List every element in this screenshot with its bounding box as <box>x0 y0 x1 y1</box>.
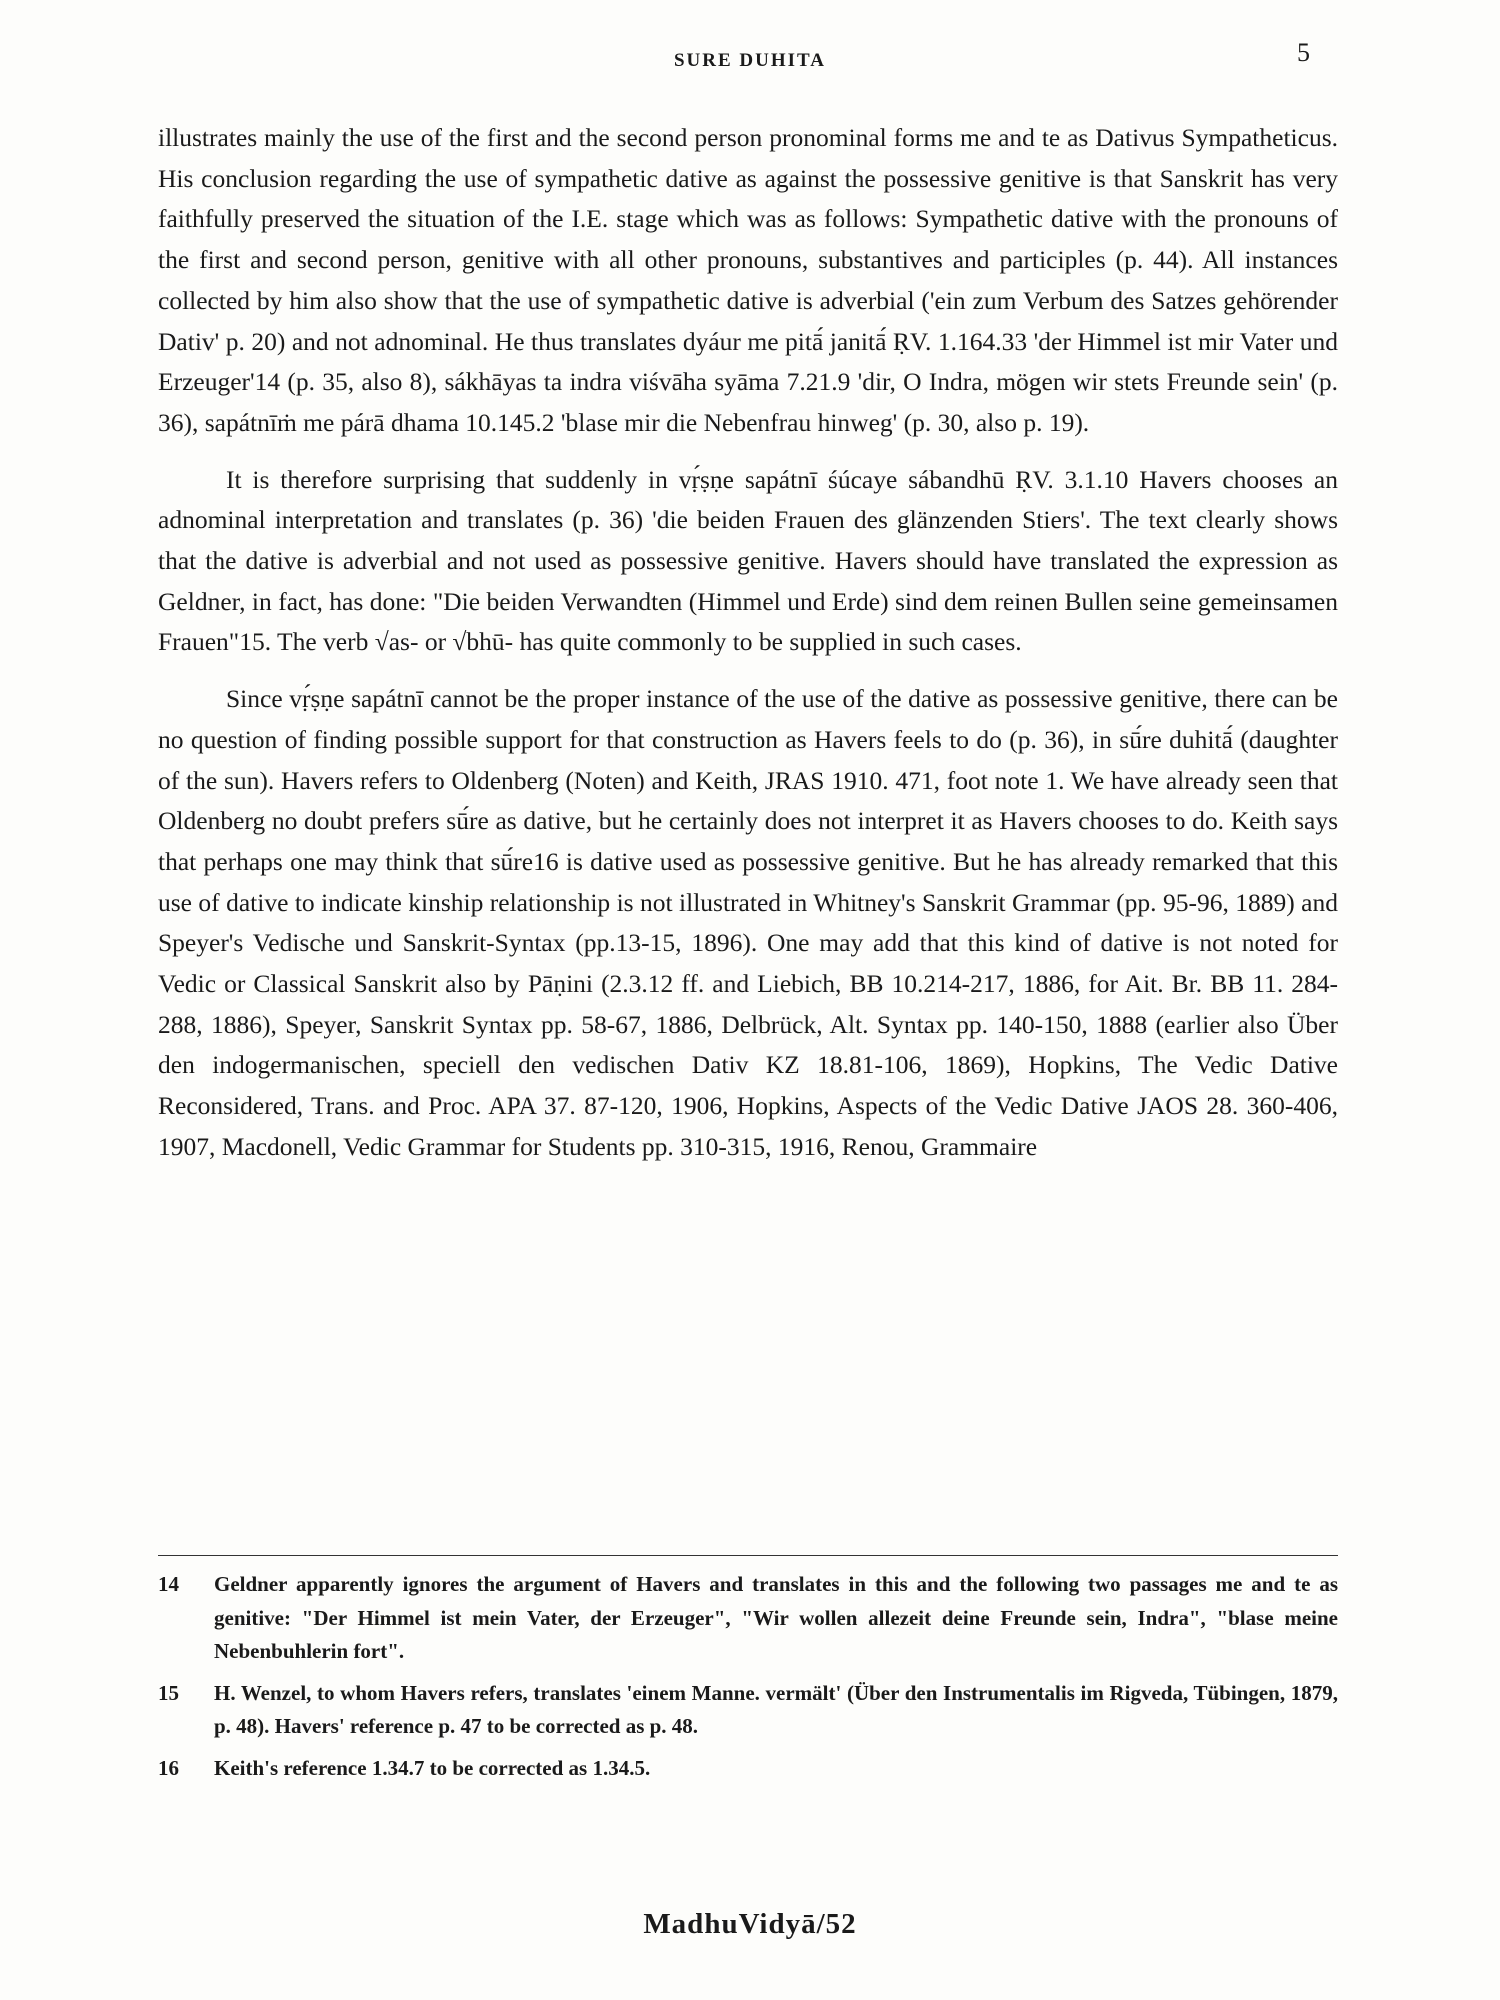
footnote-text: Geldner apparently ignores the argument of Havers and translates in this and the following two passages me and te as genitive: "Der Himmel ist mein Vater, der Erzeuger", "Wir wollen allezeit deine Freunde sein, Indra", "blase meine Nebenbuhlerin fort". <box>214 1572 1338 1663</box>
paragraph: It is therefore surprising that suddenly in vṛ́ṣṇe sapátnī śúcaye sábandhū ṚV. 3.1.10 Havers chooses an adnominal interpretation and translates (p. 36) 'die beiden Frauen des glänzenden Stiers'. The text clearly shows that the dative is adverbial and not used as possessive genitive. Havers should have translated the expression as Geldner, in fact, has done: "Die beiden Verwandten (Himmel und Erde) sind dem reinen Bullen seine gemeinsamen Frauen"15. The verb √as- or √bhū- has quite commonly to be supplied in such cases. <box>158 464 1338 657</box>
footnote-number: 15 <box>158 1680 179 1705</box>
footnote <box>158 1677 1338 1744</box>
footnote-number: 16 <box>158 1755 179 1780</box>
running-head: SURE DUHITA <box>673 50 827 71</box>
footnotes <box>158 1568 1338 1793</box>
footnote <box>158 1752 1338 1786</box>
footnote-rule <box>158 1555 1338 1556</box>
footnote <box>158 1568 1338 1669</box>
body-text <box>158 118 1338 1168</box>
paragraph: illustrates mainly the use of the first and the second person pronominal forms me and te as Dativus Sympatheticus. His conclusion regarding the use of sympathetic dative as against the possessive genitive is that Sanskrit has very faithfully preserved the situation of the I.E. stage which was as follows: Sympathetic dative with the pronouns of the first and second person, genitive with all other pronouns, substantives and participles (p. 44). All instances collected by him also show that the use of sympathetic dative is adverbial ('ein zum Verbum des Satzes gehörender Dativ' p. 20) and not adnominal. He thus translates dyáur me pitā́ janitā́ ṚV. 1.164.33 'der Himmel ist mir Vater und Erzeuger'14 (p. 35, also 8), sákhāyas ta indra viśvāha syāma 7.21.9 'dir, O Indra, mögen wir stets Freunde sein' (p. 36), sapátnīṁ me párā dhama 10.145.2 'blase mir die Nebenfrau hinweg' (p. 30, also p. 19). <box>158 123 1338 437</box>
page-number: 5 <box>1297 38 1310 67</box>
footnote-text: Keith's reference 1.34.7 to be corrected as 1.34.5. <box>214 1755 651 1780</box>
colophon: MadhuVidyā/52 <box>643 1908 857 1940</box>
paragraph: Since vṛ́ṣṇe sapátnī cannot be the proper instance of the use of the dative as possessive genitive, there can be no question of finding possible support for that construction as Havers feels to do (p. 36), in sū́re duhitā́ (daughter of the sun). Havers refers to Oldenberg (Noten) and Keith, JRAS 1910. 471, foot note 1. We have already seen that Oldenberg no doubt prefers sū́re as dative, but he certainly does not interpret it as Havers chooses to do. Keith says that perhaps one may think that sū́re16 is dative used as possessive genitive. But he has already remarked that this use of dative to indicate kinship relationship is not illustrated in Whitney's Sanskrit Grammar (pp. 95-96, 1889) and Speyer's Vedische und Sanskrit-Syntax (pp.13-15, 1896). One may add that this kind of dative is not noted for Vedic or Classical Sanskrit also by Pāṇini (2.3.12 ff. and Liebich, BB 10.214-217, 1886, for Ait. Br. BB 11. 284-288, 1886), Speyer, Sanskrit Syntax pp. 58-67, 1886, Delbrück, Alt. Syntax pp. 140-150, 1888 (earlier also Über den indogermanischen, speciell den vedischen Dativ KZ 18.81-106, 1869), Hopkins, The Vedic Dative Reconsidered, Trans. and Proc. APA 37. 87-120, 1906, Hopkins, Aspects of the Vedic Dative JAOS 28. 360-406, 1907, Macdonell, Vedic Grammar for Students pp. 310-315, 1916, Renou, Grammaire <box>158 684 1338 1161</box>
footnote-number: 14 <box>158 1572 179 1596</box>
footnote-text: H. Wenzel, to whom Havers refers, translates 'einem Manne. vermält' (Über den Instrumentalis im Rigveda, Tübingen, 1879, p. 48). Havers' reference p. 47 to be corrected as p. 48. <box>214 1680 1338 1738</box>
